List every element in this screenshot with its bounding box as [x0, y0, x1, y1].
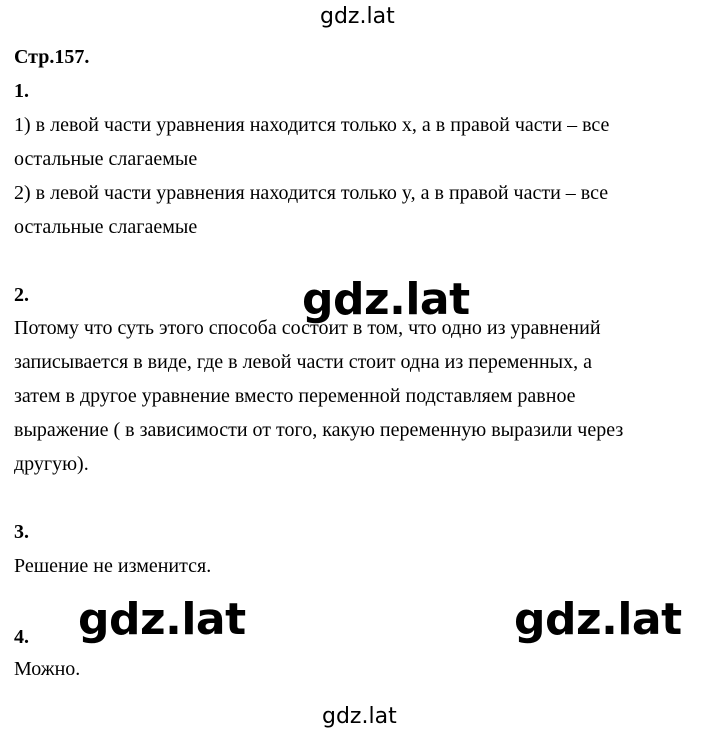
- text-line: записывается в виде, где в левой части стоит одна из переменных, а: [14, 351, 592, 373]
- text-line: 2) в левой части уравнения находится только y, а в правой части – все: [14, 182, 609, 204]
- section-number: 4.: [14, 626, 29, 648]
- watermark-bottom-right: gdz.lat: [514, 594, 682, 645]
- text-line: остальные слагаемые: [14, 216, 198, 238]
- text-line: остальные слагаемые: [14, 148, 198, 170]
- section-number: 1.: [14, 80, 29, 102]
- text-line: Решение не изменится.: [14, 555, 212, 577]
- text-line: затем в другое уравнение вместо переменной подставляем равное: [14, 385, 576, 407]
- text-line: другую).: [14, 453, 89, 475]
- text-line: Потому что суть этого способа состоит в том, что одно из уравнений: [14, 317, 601, 339]
- watermark-bottom-left: gdz.lat: [78, 594, 246, 645]
- watermark-top: gdz.lat: [320, 4, 395, 29]
- text-line: 1) в левой части уравнения находится только x, а в правой части – все: [14, 114, 610, 136]
- section-number: 3.: [14, 521, 29, 543]
- page-title: Стр.157.: [14, 46, 90, 68]
- section-number: 2.: [14, 284, 29, 306]
- watermark-bottom: gdz.lat: [322, 704, 397, 729]
- text-line: Можно.: [14, 658, 81, 680]
- watermark-center: gdz.lat: [302, 274, 470, 325]
- text-line: выражение ( в зависимости от того, какую переменную выразили через: [14, 419, 624, 441]
